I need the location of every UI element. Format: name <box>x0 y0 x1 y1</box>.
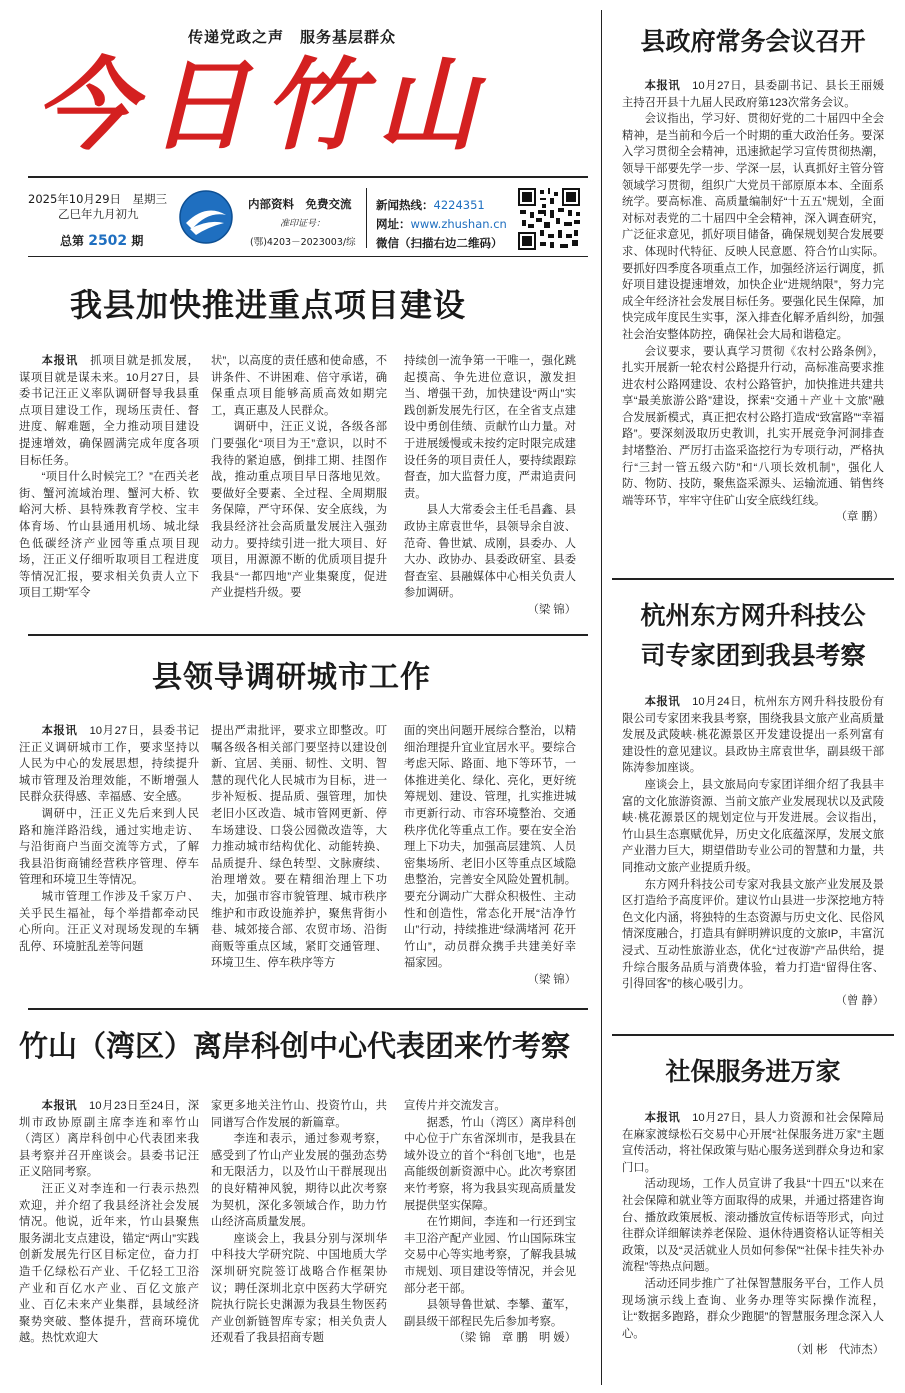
right1-headline: 县政府常务会议召开 <box>640 27 866 56</box>
article2-headline: 县领导调研城市工作 <box>152 660 431 695</box>
masthead-logo <box>35 48 575 163</box>
article3-para: 县领导鲁世斌、李攀、董军，副县级干部程民先后参加考察。 <box>404 1299 576 1328</box>
article-divider <box>612 1034 894 1036</box>
wechat-label: 微信（扫描右边二维码） <box>376 236 503 250</box>
article-divider <box>612 578 894 580</box>
article1-headline: 我县加快推进重点项目建设 <box>70 286 467 324</box>
article3-para: 家更多地关注竹山、投资竹山，共同谱写合作发展的新篇章。 <box>211 1100 387 1129</box>
right1-body <box>622 78 884 570</box>
right1-para: 10月27日，县委副书记、县长王丽媛主持召开县十九届人民政府第123次常务会议。 <box>622 80 884 109</box>
article2-byline: （梁 锦） <box>527 973 576 986</box>
inner-material-label: 内部资料 免费交流 <box>248 197 352 211</box>
right2-byline: （曾 静） <box>835 994 884 1007</box>
right3-lead: 本报讯 <box>644 1112 681 1124</box>
right1-para: 会议要求，要认真学习贯彻《农村公路条例》，扎实开展新一轮农村公路提升行动，高标准高要求推进农村公路网建设、农村公路管护，加快推进共建共享“最美旅游公路”建设，探索“交通＋产业＋文旅”融合发展新模式，真正把农村公路打造成“致富路”“幸福路”。要深刻汲取历史教训，扎实开展竞争河洞排查封堵整治、严厉打击盗采盗挖行为专项行动，严格执行“三封一管五级六防”和“八项长效机制”，强化人防、物防、技防，聚焦盗采源头、运输流通、销售终端等环节，牢牢守住矿山安全底线红线。 <box>622 345 884 507</box>
date-lunar: 乙巳年九月初九 <box>58 207 139 221</box>
article2-column-1 <box>19 723 199 1003</box>
article3-para: 座谈会上，我县分别与深圳华中科技大学研究院、中国地质大学深圳研究院签订战略合作框架协议；聘任深圳北京中医药大学研究院执行院长史渊源为我县生物医药产业创新链智库专家；相关负责人还观看了我县招商专题 <box>211 1232 387 1345</box>
right1-byline: （章 鹏） <box>835 511 884 524</box>
hotline-value: 4224351 <box>433 198 485 212</box>
issue-suffix: 期 <box>131 234 144 248</box>
article2-para: 调研中，汪正义先后来到人民路和施洋路沿线，通过实地走访、与沿街商户当面交流等方式，了解我县沿街商铺经营秩序管理、停车管理和环境卫生等情况。 <box>19 807 199 887</box>
article2-column-3 <box>404 723 576 1003</box>
article1-column-2 <box>211 353 387 625</box>
right2-body <box>622 694 884 1024</box>
print-permit-label: 准印证号： <box>280 219 326 229</box>
article3-para: 李连和表示，通过参观考察，感受到了竹山产业发展的强劲态势和无限活力，以及竹山干群展现出的良好精神风貌，期待以此次考察为契机，深化多领域合作，助力竹山经济高质量发展。 <box>211 1133 387 1229</box>
right1-para: 会议指出，学习好、贯彻好党的二十届四中全会精神，是当前和今后一个时期的重大政治任务。要深入学习贯彻全会精神，迅速掀起学习宣传贯彻热潮，领导干部要先学一步、学深一层，认真抓好主管分管领域学习贯彻，组织广大党员干部原原本本、全面系统学。要高标准、高质量编制好“十五五”规划，全面对标对表党的二十届四中全会精神，深入调查研究，广泛征求意见，抓好项目储备，确保规划契合发展要求、体现时代特征、反映人民意愿、符合竹山实际。要抓好四季度各项重点工作，加强经济运行调度，抓好项目建设提速增效，加快企业“进规纳限”，努力完成全年经济社会发展目标任务。要强化民生保障，加快完成年度民生实事，深入排查化解矛盾纠纷，加强社会治安整体防控，确保社会大局和谐稳定。 <box>622 113 884 341</box>
article2-para: 10月27日，县委书记汪正义调研城市工作，要求坚持以人民为中心的发展思想，持续提升城市管理及治理效能，不断增强人民群众获得感、幸福感、安全感。 <box>19 725 199 804</box>
article2-para: 面的突出问题开展综合整治，以精细治理提升宜业宜居水平。要综合考虑天际、路面、地下等环节，一体推进美化、绿化、亮化，更好统筹规划、建设、管理，扎实推进城市更新行动、市容环境整治、交通秩序优化等重点工作。要在安全治理上下功夫，加强高层建筑、人员密集场所、老旧小区等重点区域隐患整治，完善安全风险处置机制。要充分调动广大群众积极性、主动性和创造性，常态化开展“洁净竹山”行动，持续推进“绿满堵河 花开竹山”，动员群众携手共建美好幸福家园。 <box>404 725 576 970</box>
masthead-title: 今日竹山 <box>35 46 491 164</box>
article2-column-2 <box>211 723 387 1003</box>
masthead-divider <box>28 176 588 178</box>
right3-para: 活动还同步推广了社保智慧服务平台，工作人员现场演示线上查询、业务办理等实际操作流程，让“数据多跑路，群众少跑腿”的智慧服务理念深入人心。 <box>622 1277 884 1340</box>
info-divider <box>366 188 367 248</box>
right-column-rule <box>601 10 602 1385</box>
article1-byline: （梁 锦） <box>527 603 576 616</box>
article3-byline: （梁 锦 章 鹏 明 媛） <box>453 1332 576 1345</box>
article3-headline: 竹山（湾区）离岸科创中心代表团来竹考察 <box>19 1029 571 1063</box>
right2-headline <box>612 596 894 676</box>
article3-para: 汪正义对李连和一行表示热烈欢迎，并介绍了我县经济社会发展情况。他说，近年来，竹山县聚焦服务湖北支点建设，锚定“两山”实践创新发展先行区目标定位，奋力打造千亿绿松石产业、千亿轻工卫浴产业和百亿水产业、百亿文旅产业、百亿未来产业集群，县域经济聚势突破、整体提升，营商环境优越。热忱欢迎大 <box>19 1182 199 1345</box>
contact-info <box>376 196 507 253</box>
article1-column-1 <box>19 353 199 625</box>
date-gregorian: 2025年10月29日 星期三 <box>28 192 168 206</box>
qr-code-icon[interactable] <box>516 186 582 252</box>
hotline-row <box>376 196 507 215</box>
issue-label: 总第 <box>60 234 85 248</box>
website-link[interactable]: www.zhushan.cn <box>410 217 507 231</box>
article3-lead: 本报讯 <box>41 1100 78 1112</box>
issue-value: 2502 <box>88 233 128 249</box>
article3-column-3 <box>404 1098 576 1388</box>
right2-headline-line: 杭州东方网升科技公 <box>640 601 866 630</box>
right2-lead: 本报讯 <box>644 696 681 708</box>
article2-para: 城市管理工作涉及千家万户、关乎民生福祉，每个举措都牵动民心所向。汪正义对现场发现的车辆乱停、环境脏乱差等问题 <box>19 890 199 953</box>
article1-para: 状”，以高度的责任感和使命感，不讲条件、不讲困难、倍守承诺，确保重点项目能够高质高效如期完工，真正惠及人民群众。 <box>211 355 387 417</box>
article3-para: 10月23日至24日，深圳市政协原副主席李连和率竹山（湾区）离岸科创中心代表团来我县考察并召开座谈会。县委书记汪正义陪同考察。 <box>19 1100 199 1179</box>
article2-lead: 本报讯 <box>41 725 78 737</box>
right3-headline: 社保服务进万家 <box>665 1057 841 1086</box>
article3-column-1 <box>19 1098 199 1388</box>
article3-para: 宣传片并交流发言。 <box>404 1100 506 1112</box>
article3-para: 在竹期间，李连和一行还到宝丰卫浴产配产业园、竹山国际珠宝交易中心等实地考察，了解我县城市规划、项目建设等情况，并会见部分老干部。 <box>404 1216 576 1295</box>
masthead-bottom-rule <box>28 256 588 257</box>
article1-column-3 <box>404 353 576 625</box>
print-permit-number: (鄂)4203－2023003/综 <box>250 237 356 248</box>
issue-number <box>60 232 143 249</box>
newspaper-emblem-icon <box>178 189 234 245</box>
article1-para: 持续创一流争第一干唯一，强化跳起摸高、争先进位意识，激发担当、增强干劲，加快建设“两山”实践创新发展先行区，在全省支点建设中勇创佳绩、贡献竹山力量。对于进展缓慢或未按约定时限完成建设任务的项目责任人，要持续跟踪督查，加大监督力度，严肃追责问责。 <box>404 355 576 500</box>
right2-headline-line: 司专家团到我县考察 <box>640 641 866 670</box>
article1-para: 抓项目就是抓发展，谋项目就是谋未来。10月27日，县委书记汪正义率队调研督导我县重点项目建设工作，现场压责任、督进度、解难题，全力推动项目建设提速增效，确保圆满完成年度各项目标任务。 <box>19 355 199 467</box>
right3-body <box>622 1110 884 1386</box>
article3-column-2 <box>211 1098 387 1388</box>
right2-para: 座谈会上，县文旅局向专家团详细介绍了我县丰富的文化旅游资源、当前文旅产业发展现状以及武陵峡·桃花源景区的规划定位与开发进展。会议指出，竹山县生态禀赋优异，历史文化底蕴深厚，发展文旅产业潜力巨大，期望借助专业公司的智慧和力量，共同推动文旅产业提质升级。 <box>622 778 884 874</box>
right3-para: 10月27日，县人力资源和社会保障局在麻家渡绿松石交易中心开展“社保服务进万家”主题宣传活动，将社保政策与贴心服务送到群众身边和家门口。 <box>622 1112 884 1174</box>
website-row <box>376 215 507 234</box>
right3-byline: （刘 彬 代沛杰） <box>790 1344 884 1357</box>
article-divider <box>28 634 588 636</box>
masthead-slogan: 传递党政之声 服务基层群众 <box>188 28 397 46</box>
issue-date <box>28 192 167 222</box>
right1-lead: 本报讯 <box>644 80 681 92</box>
right2-para: 10月24日，杭州东方网升科技股份有限公司专家团来我县考察，围绕我县文旅产业高质量发展及武陵峡·桃花源景区开发建设提出一系列富有建设性的意见建议。县政协主席袁世华，副县级干部陈涛参加座谈。 <box>622 696 884 775</box>
article1-lead: 本报讯 <box>41 355 79 367</box>
article-divider <box>28 1008 588 1010</box>
article1-para: 调研中，汪正义说，各级各部门要强化“项目为王”意识，以时不我待的紧迫感，倒排工期、挂图作战，推动重点项目早日落地见效。要做好全要素、全过程、全周期服务保障，严守环保、安全底线，为我县经济社会高质量发展注入强劲动力。要持续引进一批大项目、好项目，用源源不断的优质项目提升我县“一都四地”产业集聚度，促进产业提档升级。要 <box>211 421 387 600</box>
right2-para: 东方网升科技公司专家对我县文旅产业发展及景区打造给予高度评价。建议竹山县进一步深挖地方特色文化内涵，将独特的生态资源与历史文化、民俗风情深度融合，打造具有鲜明辨识度的文旅IP，丰富沉浸式、互动性旅游业态，优化“过夜游”产品供给，提升综合服务品质与消费体验，着力打造“留得住客、引得回客”的核心吸引力。 <box>622 878 884 991</box>
wechat-row <box>376 234 507 253</box>
article1-para: 县人大常委会主任毛昌鑫、县政协主席袁世华，县领导余自波、范奇、鲁世斌、成刚，县委办、人大办、政协办、县委政研室、县委督查室、县融媒体中心相关负责人参加调研。 <box>404 504 576 600</box>
hotline-label: 新闻热线： <box>376 198 434 212</box>
right3-para: 活动现场，工作人员宣讲了我县“十四五”以来在社会保障和就业等方面取得的成果，并通过搭建咨询台、播放政策展板、滚动播放宣传标语等形式，向过往群众详细解读养老保险、退休待遇资格认证等相关政策，以及“灵活就业人员如何参保”“社保卡挂失补办流程”等热点问题。 <box>622 1178 884 1274</box>
article2-para: 提出严肃批评，要求立即整改。叮嘱各级各相关部门要坚持以建设创新、宜居、美丽、韧性、文明、智慧的现代化人民城市为目标，进一步补短板、提品质、强管理，加快老旧小区改造、城市管网更新、停车场建设、口袋公园微改造等，大力推动城市结构优化、动能转换、品质提升、绿色转型、文脉赓续、治理增效。要在精细治理上下功夫，加强市容市貌管理、城市秩序维护和市政设施养护，聚焦背街小巷、城郊接合部、农贸市场、沿街商贩等重点区域，紧盯交通管理、环境卫生、停车秩序等方 <box>211 725 387 970</box>
article3-para: 据悉，竹山（湾区）离岸科创中心位于广东省深圳市，是我县在域外设立的首个“科创飞地”，也是高能级创新资源中心。此次考察团来竹考察，将为我县实现高质量发展提供坚实保障。 <box>404 1116 576 1212</box>
website-label: 网址： <box>376 217 411 231</box>
article1-para: “项目什么时候完工？”在西关老街、蟹河流域治理、蟹河大桥、钦峪河大桥、县特殊教育学校、宝丰体育场、竹山县通用机场、城北绿色低碳经济产业园等重点项目现场，汪正义仔细听取项目工程进度等情况汇报，要求相关负责人立下项目工期“军令 <box>19 471 199 600</box>
